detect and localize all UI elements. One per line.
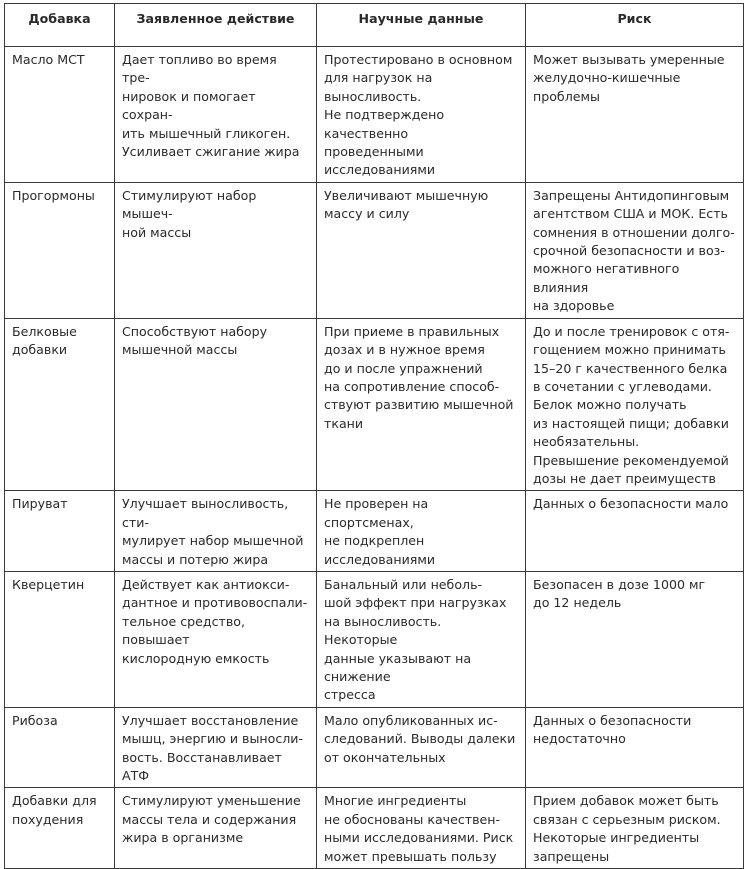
table-header	[5, 4, 744, 47]
cell-scientific-data: Мало опубликованных ис- следований. Выводы далеки от окончательных	[317, 707, 526, 788]
table-row	[5, 491, 744, 572]
cell-supplement: Пируват	[5, 491, 115, 572]
table-row	[5, 788, 744, 869]
cell-scientific-data: Банальный или неболь- шой эффект при нагрузках на выносливость. Некоторые данные указывают на снижение стресса	[317, 571, 526, 707]
supplements-table	[4, 3, 744, 869]
cell-risk: До и после тренировок с отя- гощением можно принимать 15–20 г качественного белка в сочетании с углеводами. Белок можно получать из настоящей пищи; добавки необязательны. Превышение рекомендуемой дозы не дает преимуществ	[526, 318, 744, 491]
table-body	[5, 47, 744, 869]
cell-scientific-data: Не проверен на спортсменах, не подкреплен исследованиями	[317, 491, 526, 572]
header-scientific-data: Научные данные	[317, 4, 526, 47]
cell-risk: Данных о безопасности мало	[526, 491, 744, 572]
cell-supplement: Рибоза	[5, 707, 115, 788]
header-risk: Риск	[526, 4, 744, 47]
cell-claimed-effect: Стимулируют набор мышеч- ной массы	[115, 182, 317, 318]
cell-risk: Запрещены Антидопинговым агентством США и МОК. Есть сомнения в отношении долго- срочной безопасности и воз- можного негативного влияния на здоровье	[526, 182, 744, 318]
cell-risk: Данных о безопасности недостаточно	[526, 707, 744, 788]
cell-supplement: Масло МСТ	[5, 47, 115, 183]
header-supplement: Добавка	[5, 4, 115, 47]
table-row	[5, 182, 744, 318]
cell-supplement: Кверцетин	[5, 571, 115, 707]
cell-claimed-effect: Действует как антиокси- дантное и противовоспали- тельное средство, повышает кислородную емкость	[115, 571, 317, 707]
header-claimed-effect: Заявленное действие	[115, 4, 317, 47]
cell-supplement: Прогормоны	[5, 182, 115, 318]
cell-supplement: Белковые добавки	[5, 318, 115, 491]
table-row	[5, 707, 744, 788]
cell-claimed-effect: Дает топливо во время тре- нировок и помогает сохран- ить мышечный гликоген. Усиливает сжигание жира	[115, 47, 317, 183]
cell-claimed-effect: Улучшает выносливость, сти- мулирует набор мышечной массы и потерю жира	[115, 491, 317, 572]
cell-risk: Прием добавок может быть связан с серьезным риском. Некоторые ингредиенты запрещены	[526, 788, 744, 869]
cell-claimed-effect: Способствуют набору мышечной массы	[115, 318, 317, 491]
cell-risk: Безопасен в дозе 1000 мг до 12 недель	[526, 571, 744, 707]
cell-scientific-data: Увеличивают мышечную массу и силу	[317, 182, 526, 318]
cell-risk: Может вызывать умеренные желудочно-кишечные проблемы	[526, 47, 744, 183]
header-row	[5, 4, 744, 47]
cell-scientific-data: Протестировано в основном для нагрузок на выносливость. Не подтверждено качественно проведенными исследованиями	[317, 47, 526, 183]
table-row	[5, 47, 744, 183]
cell-claimed-effect: Улучшает восстановление мышц, энергию и выносли- вость. Восстанавливает АТФ	[115, 707, 317, 788]
cell-scientific-data: Многие ингредиенты не обоснованы качествен- ными исследованиями. Риск может превышать пользу	[317, 788, 526, 869]
cell-supplement: Добавки для похудения	[5, 788, 115, 869]
cell-claimed-effect: Стимулируют уменьшение массы тела и содержания жира в организме	[115, 788, 317, 869]
table-row	[5, 571, 744, 707]
cell-scientific-data: При приеме в правильных дозах и в нужное время до и после упражнений на сопротивление способ- ствуют развитию мышечной ткани	[317, 318, 526, 491]
table-row	[5, 318, 744, 491]
